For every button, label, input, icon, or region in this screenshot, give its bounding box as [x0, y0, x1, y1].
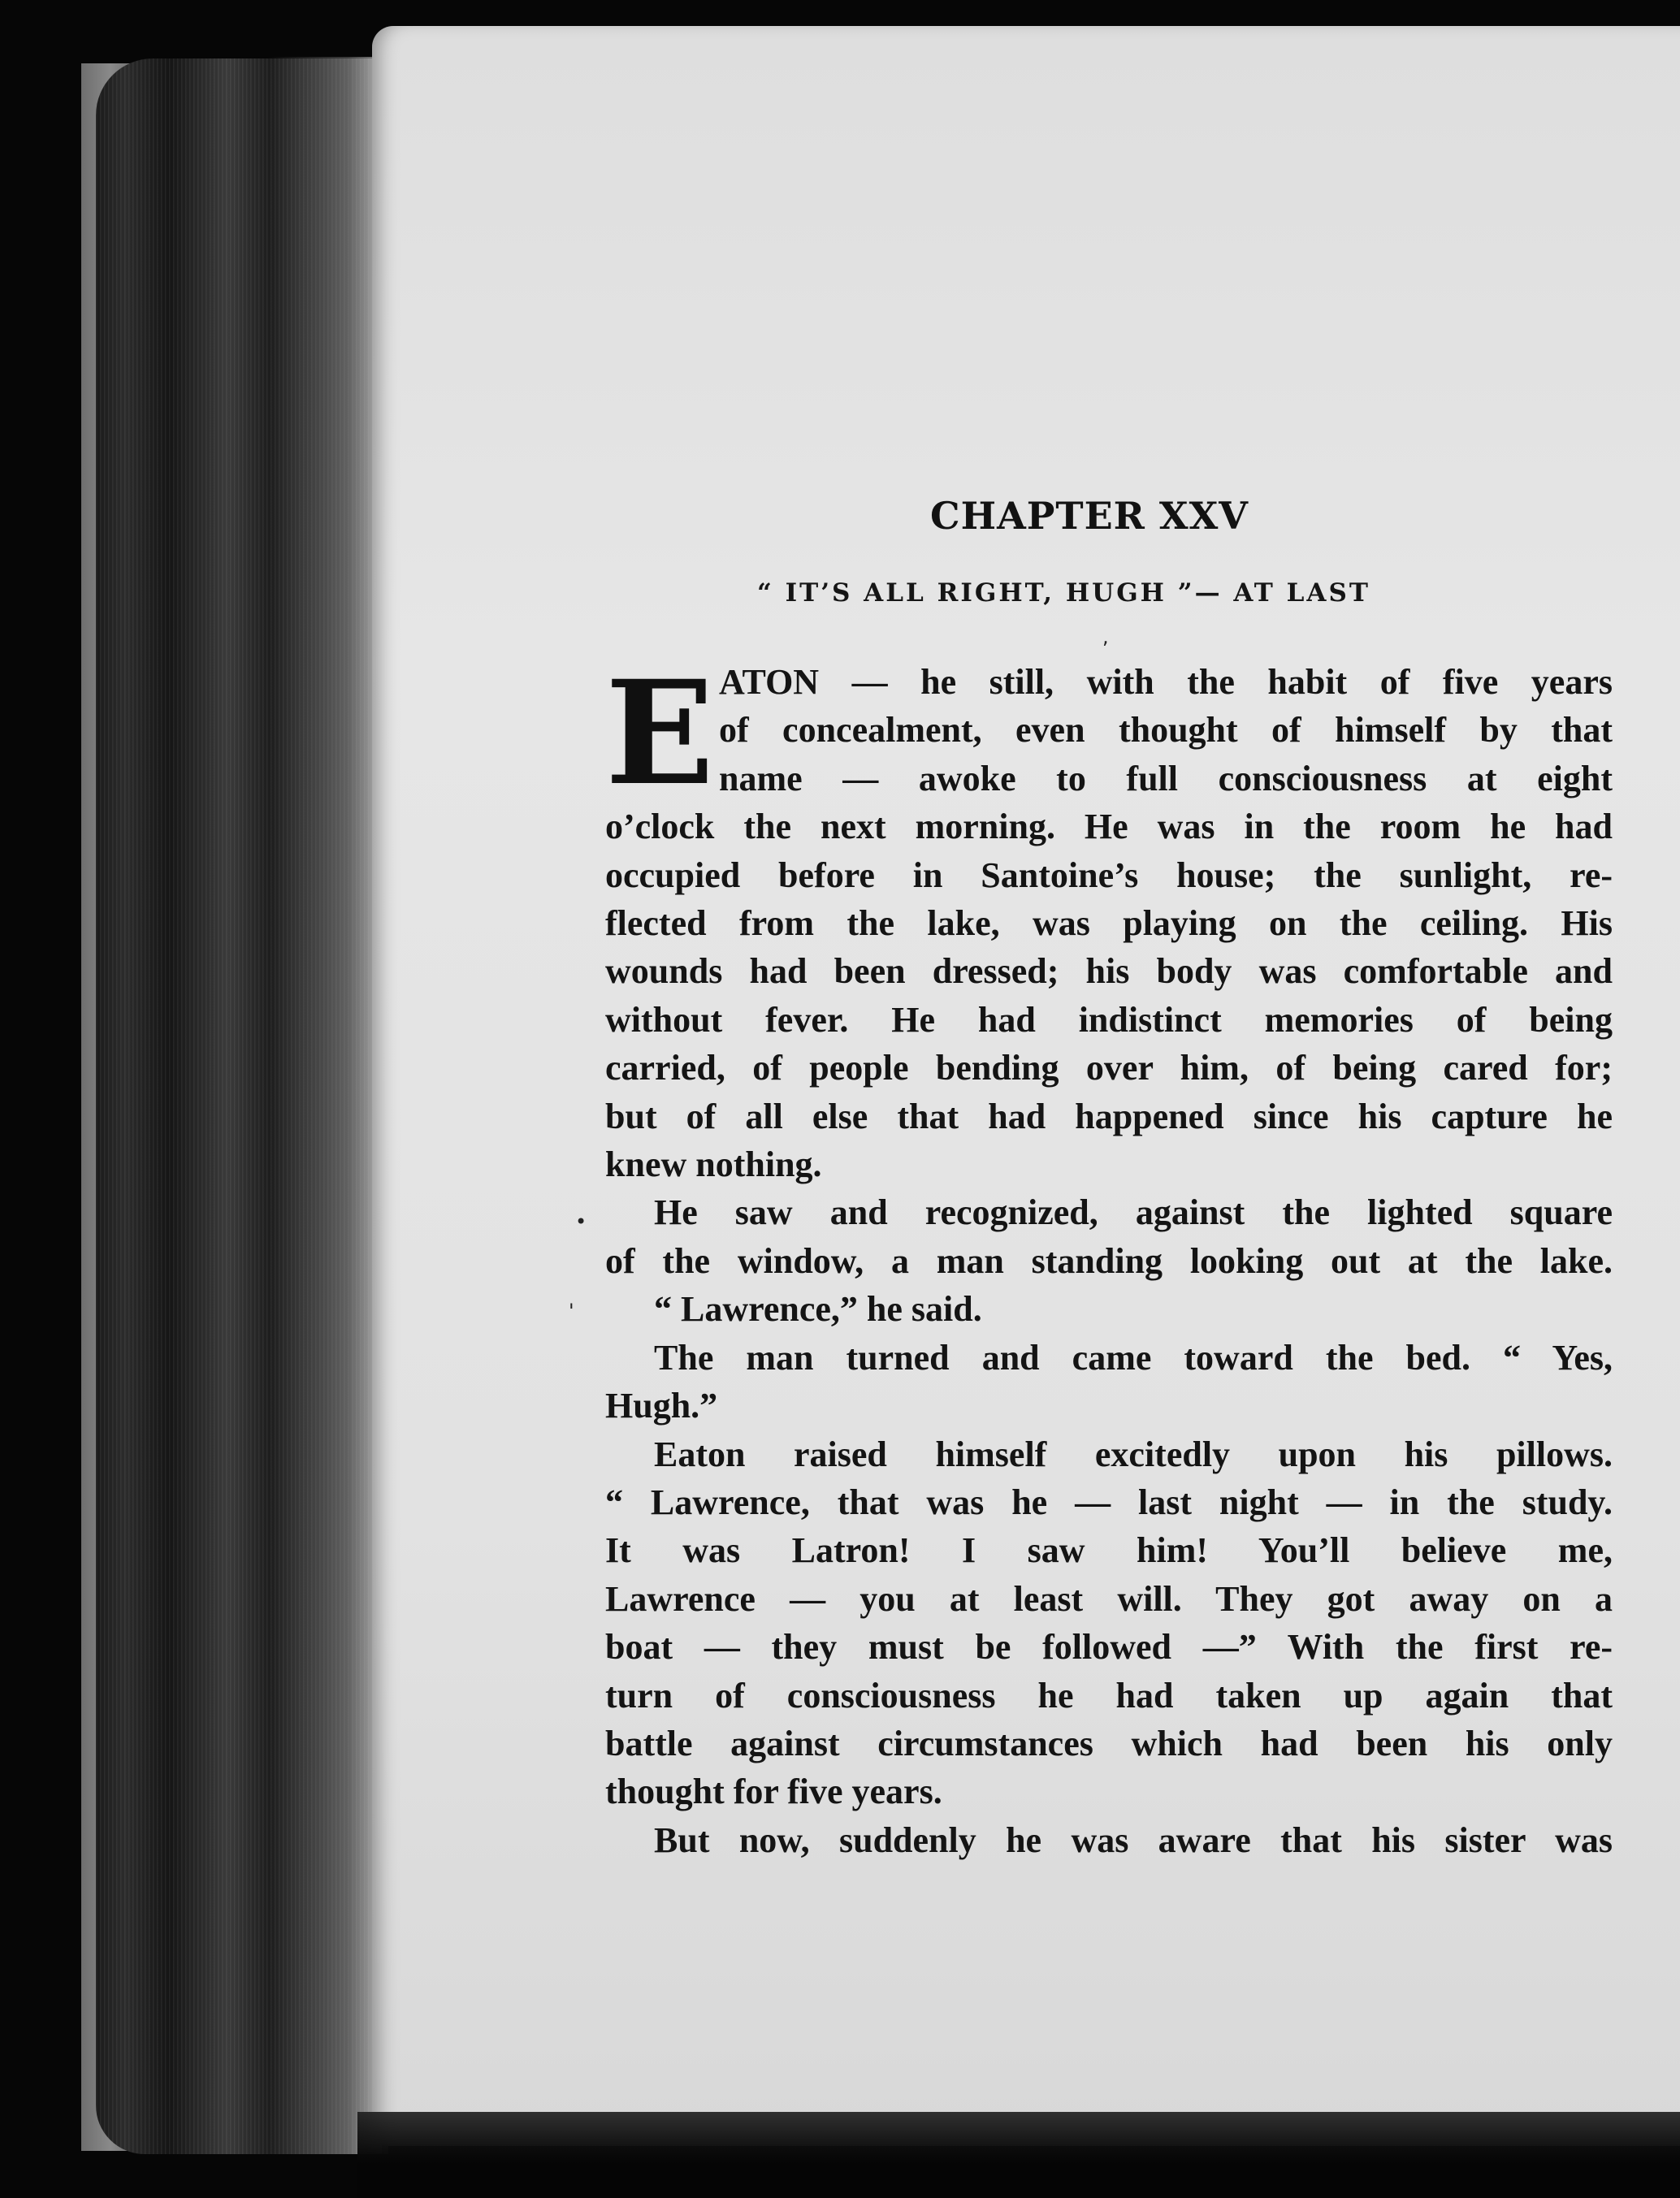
text-line: Lawrence — you at least will. They got away on a [605, 1578, 1613, 1619]
text-line: But now, suddenly he was aware that his sister was [654, 1819, 1613, 1860]
chapter-title: CHAPTER XXV [930, 494, 1249, 538]
text-line: name — awoke to full consciousness at eight [719, 758, 1613, 798]
bottom-shadow [357, 2112, 1680, 2198]
text-line: Hugh.” [605, 1386, 718, 1426]
chapter-subtitle: “ IT’S ALL RIGHT, HUGH ”— AT LAST [757, 578, 1370, 608]
text-line: “ Lawrence, that was he — last night — in the study. [605, 1482, 1613, 1522]
text-line: of concealment, even thought of himself by that [719, 710, 1613, 751]
text-line: Eaton raised himself excitedly upon his pillows. [654, 1434, 1613, 1474]
drop-cap: E [605, 649, 715, 817]
stray-mark: , [1102, 625, 1109, 648]
text-line: It was Latron! I saw him! You’ll believe me, [605, 1530, 1613, 1571]
body-text [605, 649, 1613, 1864]
text-line: turn of consciousness he had taken up again that [605, 1675, 1613, 1716]
text-line: carried, of people bending over him, of being cared for; [605, 1048, 1613, 1088]
text-line: knew nothing. [605, 1144, 822, 1185]
page-edges-highlight [268, 57, 382, 2154]
stray-dot: • [575, 1210, 587, 1233]
stray-tick: ' [569, 1300, 574, 1322]
text-line: flected from the lake, was playing on the ceiling. His [605, 903, 1613, 944]
text-line: wounds had been dressed; his body was comfortable and [605, 951, 1613, 992]
text-line: occupied before in Santoine’s house; the sunlight, re- [605, 855, 1613, 895]
text-line: thought for five years. [605, 1772, 942, 1812]
text-line: o’clock the next morning. He was in the room he had [605, 807, 1613, 847]
text-line: “ Lawrence,” he said. [654, 1289, 982, 1330]
text-line: ATON — he still, with the habit of five years [719, 662, 1613, 702]
text-line: boat — they must be followed —” With the first re- [605, 1627, 1613, 1668]
text-line: He saw and recognized, against the lighted square [654, 1192, 1613, 1233]
text-line: of the window, a man standing looking out at the lake. [605, 1240, 1613, 1281]
text-line: The man turned and came toward the bed. “ Yes, [654, 1337, 1613, 1378]
text-line: battle against circumstances which had been his only [605, 1723, 1613, 1763]
text-line: but of all else that had happened since his capture he [605, 1096, 1613, 1136]
text-line: without fever. He had indistinct memories of being [605, 999, 1613, 1040]
